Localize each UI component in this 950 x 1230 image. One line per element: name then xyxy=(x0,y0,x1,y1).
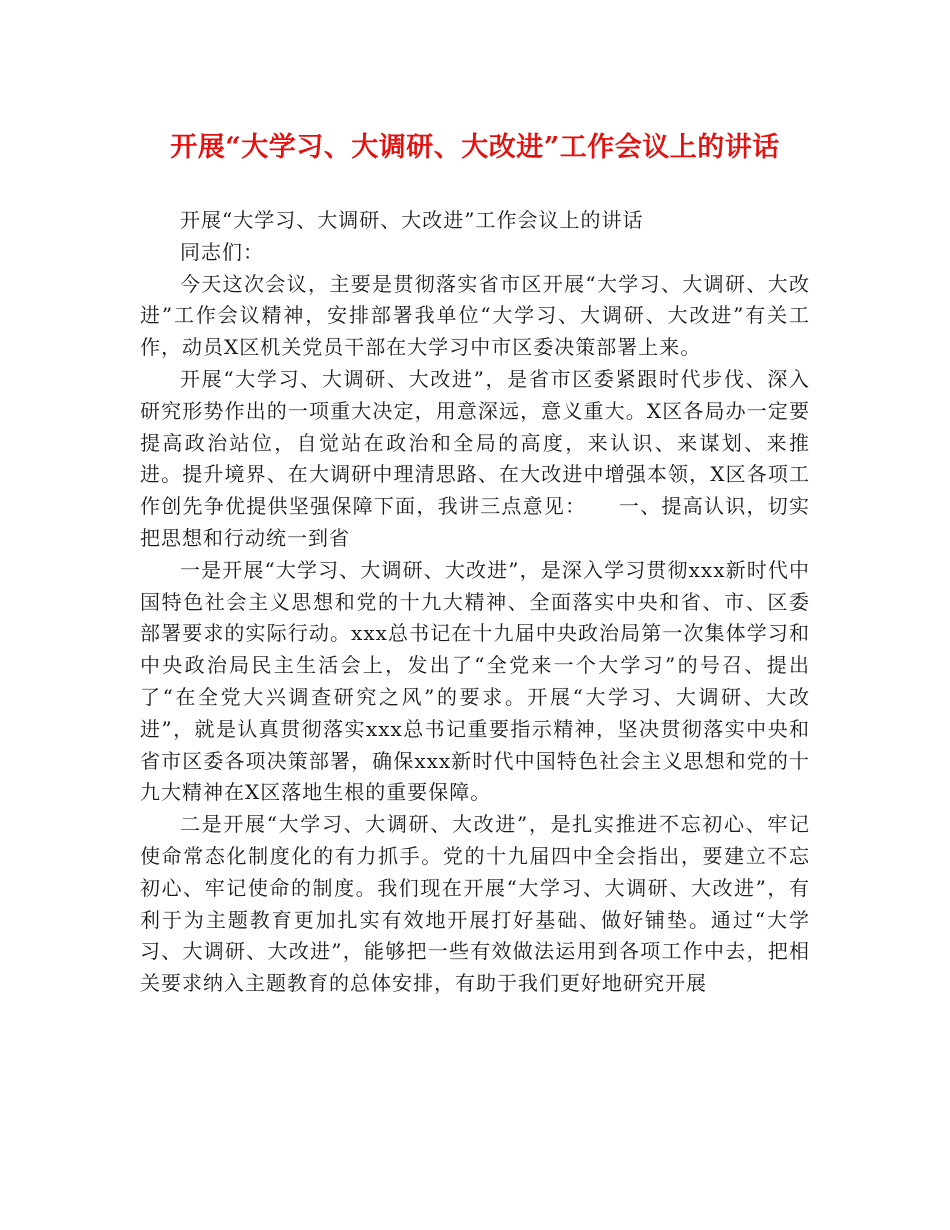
document-title: 开展“大学习、大调研、大改进”工作会议上的讲话 xyxy=(170,132,780,163)
paragraph: 开展“大学习、大调研、大改进”，是省市区委紧跟时代步伐、深入研究形势作出的一项重大决定，用意深远，意义重大。X区各局办一定要提高政治站位，自觉站在政治和全局的高度，来认识、来谋划、来推进。提升境界、在大调研中理清思路、在大改进中增强本领，X区各项工作创先争优提供坚强保障下面，我讲三点意见： 一、提高认识，切实把思想和行动统一到省 xyxy=(140,366,810,550)
paragraph: 二是开展“大学习、大调研、大改进”，是扎实推进不忘初心、牢记使命常态化制度化的有力抓手。党的十九届四中全会指出，要建立不忘初心、牢记使命的制度。我们现在开展“大学习、大调研、大改进”，有利于为主题教育更加扎实有效地开展打好基础、做好铺垫。通过“大学习、大调研、大改进”，能够把一些有效做法运用到各项工作中去，把相关要求纳入主题教育的总体安排，有助于我们更好地研究开展 xyxy=(140,812,810,996)
paragraph-subtitle: 开展“大学习、大调研、大改进”工作会议上的讲话 xyxy=(180,208,644,232)
document-body xyxy=(140,205,810,1000)
paragraph: 今天这次会议，主要是贯彻落实省市区开展“大学习、大调研、大改进”工作会议精神，安排部署我单位“大学习、大调研、大改进”有关工作，动员X区机关党员干部在大学习中市区委决策部署上来。 xyxy=(140,271,810,360)
paragraph-salutation: 同志们： xyxy=(180,239,264,264)
paragraph: 一是开展“大学习、大调研、大改进”，是深入学习贯彻xxx新时代中国特色社会主义思想和党的十九大精神、全面落实中央和省、市、区委部署要求的实际行动。xxx总书记在十九届中央政治局第一次集体学习和中央政治局民主生活会上，发出了“全党来一个大学习”的号召、提出了“在全党大兴调查研究之风”的要求。开展“大学习、大调研、大改进”，就是认真贯彻落实xxx总书记重要指示精神，坚决贯彻落实中央和省市区委各项决策部署，确保xxx新时代中国特色社会主义思想和党的十九大精神在X区落地生根的重要保障。 xyxy=(140,557,810,805)
